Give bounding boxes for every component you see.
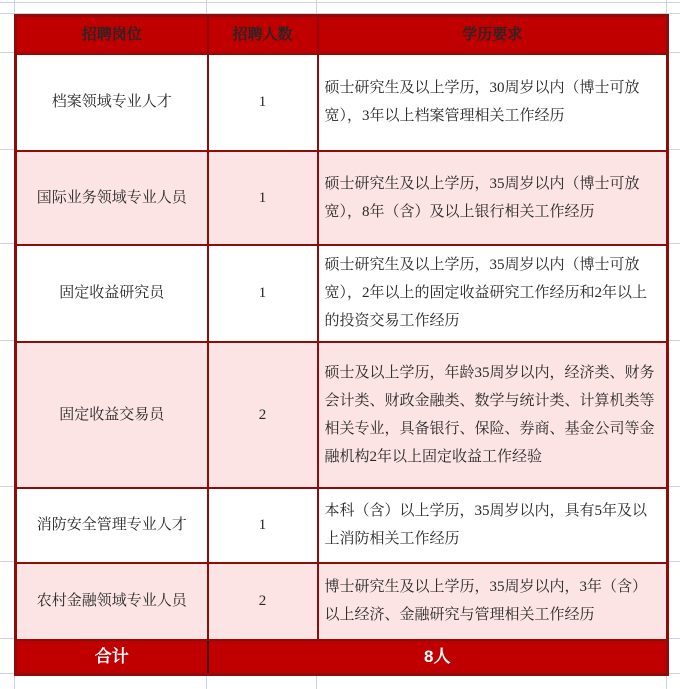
count-cell: 1 [208,245,318,342]
table-row [16,488,668,563]
table-row [16,245,668,342]
gridline-horizontal [0,2,680,3]
position-cell: 农村金融领域专业人员 [16,563,208,640]
requirement-cell: 博士研究生及以上学历，35周岁以内，3年（含）以上经济、金融研究与管理相关工作经历 [318,563,668,640]
table-row [16,54,668,151]
position-cell: 国际业务领域专业人员 [16,151,208,245]
count-cell: 1 [208,488,318,563]
requirement-cell: 硕士研究生及以上学历，35周岁以内（博士可放宽），8年（含）及以上银行相关工作经历 [318,151,668,245]
requirement-cell: 硕士及以上学历，年龄35周岁以内，经济类、财务会计类、财政金融类、数学与统计类、计算机类等相关专业，具备银行、保险、券商、基金公司等金融机构2年以上固定收益工作经验 [318,342,668,488]
header-cell-count: 招聘人数 [208,16,318,54]
total-row [16,640,668,675]
table-row [16,151,668,245]
total-label-cell: 合计 [16,640,208,675]
count-cell: 1 [208,54,318,151]
total-value-cell: 8人 [208,640,668,675]
count-cell: 1 [208,151,318,245]
header-row [16,16,668,54]
requirement-cell: 本科（含）以上学历，35周岁以内，具有5年及以上消防相关工作经历 [318,488,668,563]
recruitment-table [14,14,669,676]
count-cell: 2 [208,342,318,488]
position-cell: 固定收益研究员 [16,245,208,342]
position-cell: 档案领域专业人才 [16,54,208,151]
requirement-cell: 硕士研究生及以上学历，30周岁以内（博士可放宽），3年以上档案管理相关工作经历 [318,54,668,151]
header-cell-position: 招聘岗位 [16,16,208,54]
table-row [16,563,668,640]
requirement-cell: 硕士研究生及以上学历，35周岁以内（博士可放宽），2年以上的固定收益研究工作经历和2年以上的投资交易工作经历 [318,245,668,342]
position-cell: 固定收益交易员 [16,342,208,488]
table-row [16,342,668,488]
header-cell-requirement: 学历要求 [318,16,668,54]
count-cell: 2 [208,563,318,640]
position-cell: 消防安全管理专业人才 [16,488,208,563]
